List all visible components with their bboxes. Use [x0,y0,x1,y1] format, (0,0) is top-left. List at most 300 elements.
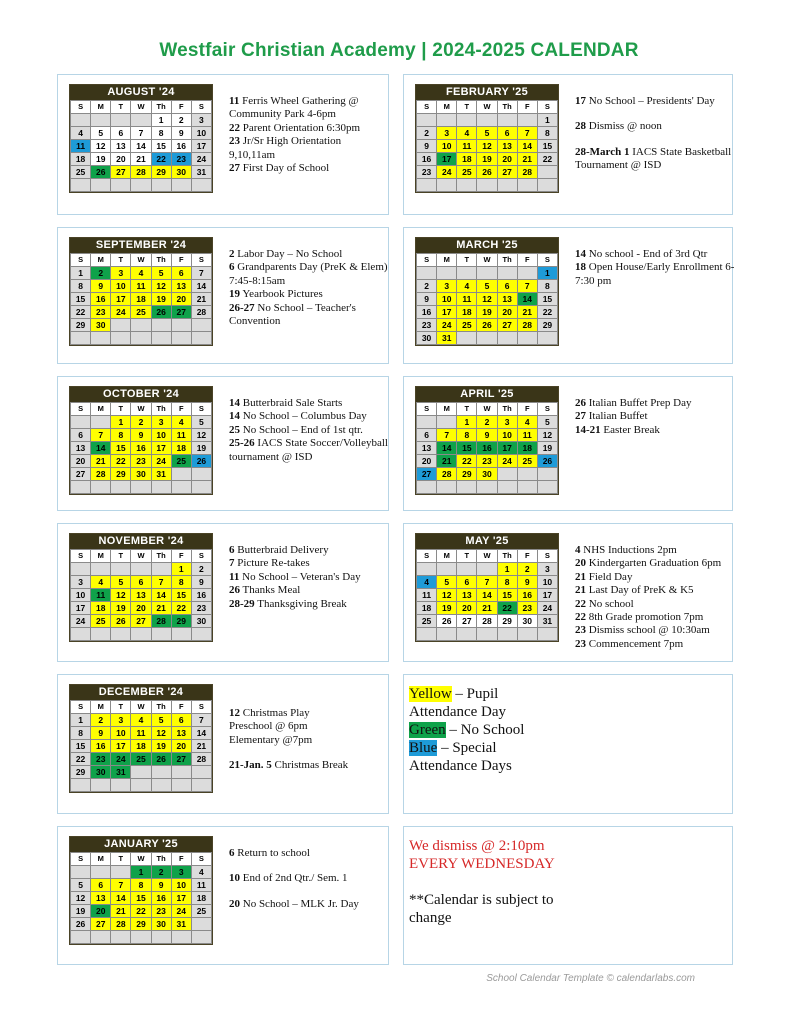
day-cell: 9 [417,140,437,153]
day-cell [417,179,437,192]
month-panel-september [57,227,389,364]
weekday-header: F [171,701,191,714]
day-cell [537,468,557,481]
day-cell: 12 [151,280,171,293]
day-cell: 7 [151,576,171,589]
day-cell: 30 [477,468,497,481]
month-calendar [69,386,213,495]
day-cell: 30 [151,918,171,931]
day-cell: 2 [417,280,437,293]
weekday-header: M [91,254,111,267]
day-cell [517,267,537,280]
day-cell: 18 [191,892,211,905]
day-cell: 15 [497,589,517,602]
weekday-header: S [71,101,91,114]
day-cell: 14 [131,140,151,153]
day-cell: 29 [71,319,91,332]
notes-panel [403,826,733,965]
month-grid [416,402,558,494]
day-cell: 28 [437,468,457,481]
event-date: 14 [229,397,240,409]
day-cell: 23 [517,602,537,615]
day-cell: 1 [111,416,131,429]
month-events [229,248,389,328]
day-cell: 17 [151,442,171,455]
event-text: First Day of School [240,162,330,175]
day-cell: 6 [131,576,151,589]
day-cell: 13 [91,892,111,905]
day-cell [131,114,151,127]
day-cell: 17 [111,293,131,306]
weekday-header: S [537,403,557,416]
event-text: Commencement 7pm [586,637,684,650]
event-text: Thanks Meal [240,584,301,597]
event-text: Dismiss school @ 10:30am [586,624,710,637]
event-text: NHS Inductions 2pm [580,544,677,556]
day-cell: 2 [91,714,111,727]
day-cell: 13 [417,442,437,455]
day-cell: 22 [497,602,517,615]
day-cell: 14 [191,727,211,740]
day-cell: 6 [91,879,111,892]
weekday-header: S [71,853,91,866]
day-cell: 24 [191,153,211,166]
day-cell: 25 [171,455,191,468]
month-events [575,397,735,437]
dismiss-note: We dismiss @ 2:10pm [409,838,545,854]
day-cell: 30 [131,468,151,481]
day-cell [71,179,91,192]
day-cell: 22 [131,905,151,918]
weekday-header: M [91,550,111,563]
weekday-header: M [437,101,457,114]
day-cell [537,166,557,179]
weekday-header: S [71,550,91,563]
event-date: 22 [575,597,586,610]
day-cell: 6 [71,429,91,442]
weekday-header: W [477,550,497,563]
event-text: Picture Re-takes [234,557,310,570]
day-cell: 23 [131,455,151,468]
month-title: OCTOBER '24 [70,387,212,402]
day-cell: 24 [151,455,171,468]
weekday-header: S [191,853,211,866]
event-item [575,261,735,288]
event-date: 26-27 [229,301,255,314]
day-cell: 18 [171,442,191,455]
day-cell: 16 [91,740,111,753]
day-cell: 17 [71,602,91,615]
day-cell: 21 [131,153,151,166]
day-cell [91,114,111,127]
event-date: 23 [229,135,240,148]
subject-to-change-note-2: change [409,910,452,926]
month-grid [70,700,212,792]
month-panel-february [403,74,733,215]
day-cell: 15 [71,293,91,306]
day-cell: 4 [71,127,91,140]
event-text: Kindergarten Graduation 6pm [586,557,722,570]
day-cell: 25 [71,166,91,179]
day-cell: 8 [151,127,171,140]
event-item [575,544,735,557]
day-cell [151,179,171,192]
day-cell [517,628,537,641]
day-cell: 10 [191,127,211,140]
day-cell [457,114,477,127]
event-date: 21 [575,570,586,583]
day-cell: 8 [537,280,557,293]
month-title: MAY '25 [416,534,558,549]
day-cell: 4 [131,267,151,280]
event-item [575,397,735,410]
weekday-header: S [71,254,91,267]
day-cell: 10 [71,589,91,602]
day-cell [457,332,477,345]
event-item [229,397,389,410]
event-item [575,611,735,624]
event-text: Butterbraid Delivery [234,544,329,556]
day-cell: 21 [91,455,111,468]
day-cell: 2 [91,267,111,280]
day-cell: 31 [111,766,131,779]
event-item [229,95,389,122]
day-cell: 14 [517,293,537,306]
day-cell: 15 [537,140,557,153]
day-cell: 25 [131,753,151,766]
weekday-header: Th [497,403,517,416]
day-cell [151,319,171,332]
day-cell: 10 [437,293,457,306]
day-cell [477,481,497,494]
day-cell [71,779,91,792]
day-cell [437,267,457,280]
day-cell [417,267,437,280]
event-date: 27 [229,162,240,175]
day-cell: 21 [517,153,537,166]
day-cell: 16 [517,589,537,602]
day-cell: 23 [151,905,171,918]
day-cell [437,179,457,192]
day-cell: 24 [437,319,457,332]
month-title: MARCH '25 [416,238,558,253]
day-cell: 28 [111,918,131,931]
day-cell: 27 [111,166,131,179]
day-cell: 16 [131,442,151,455]
weekday-header: W [477,403,497,416]
day-cell: 13 [457,589,477,602]
day-cell: 27 [497,319,517,332]
weekday-header: M [437,403,457,416]
day-cell: 27 [497,166,517,179]
day-cell [111,481,131,494]
day-cell: 3 [191,114,211,127]
legend-panel [403,674,733,814]
day-cell: 7 [477,576,497,589]
day-cell: 3 [111,714,131,727]
event-date: 18 [575,261,586,274]
event-text: Easter Break [600,423,660,436]
event-text: Jr/Sr High Orientation 9,10,11am [229,135,342,161]
day-cell [151,931,171,944]
day-cell: 28 [91,468,111,481]
day-cell [151,481,171,494]
day-cell: 8 [171,576,191,589]
event-item [229,162,389,175]
day-cell: 3 [171,866,191,879]
event-item [229,872,389,885]
day-cell: 19 [191,442,211,455]
day-cell: 13 [131,589,151,602]
day-cell: 5 [191,416,211,429]
day-cell: 23 [417,319,437,332]
day-cell: 20 [171,740,191,753]
day-cell: 29 [111,468,131,481]
day-cell [71,114,91,127]
day-cell: 28 [477,615,497,628]
weekday-header: T [457,101,477,114]
month-grid [70,852,212,944]
event-text: Butterbraid Sale Starts [240,397,343,409]
month-calendar [415,84,559,193]
day-cell: 24 [71,615,91,628]
event-date: 14-21 [575,423,601,436]
month-title: DECEMBER '24 [70,685,212,700]
day-cell [111,866,131,879]
month-calendar [69,836,213,945]
day-cell: 21 [191,740,211,753]
event-date: 14 [575,248,586,260]
day-cell: 22 [71,306,91,319]
day-cell: 22 [151,153,171,166]
day-cell: 5 [151,714,171,727]
day-cell: 6 [497,127,517,140]
day-cell: 28 [151,615,171,628]
day-cell: 10 [497,429,517,442]
day-cell: 4 [171,416,191,429]
day-cell: 23 [91,306,111,319]
event-item [575,624,735,637]
month-grid [416,549,558,641]
day-cell: 23 [171,153,191,166]
day-cell: 9 [191,576,211,589]
weekday-header: M [437,550,457,563]
day-cell: 4 [457,127,477,140]
event-text: 8th Grade promotion 7pm [586,611,704,624]
event-item [229,598,389,611]
day-cell: 30 [417,332,437,345]
event-text: Yearbook Pictures [240,288,323,301]
weekday-header: W [477,101,497,114]
event-date: 22 [575,611,586,624]
weekday-header: M [91,853,111,866]
weekday-header: F [171,101,191,114]
month-title: SEPTEMBER '24 [70,238,212,253]
day-cell: 15 [457,442,477,455]
day-cell [517,332,537,345]
day-cell: 4 [91,576,111,589]
month-events [575,544,735,651]
day-cell: 9 [417,293,437,306]
day-cell: 9 [171,127,191,140]
weekday-header: S [191,403,211,416]
day-cell [71,563,91,576]
event-date: 11 [229,570,240,583]
weekday-header: W [131,853,151,866]
day-cell: 21 [517,306,537,319]
event-text: Thanksgiving Break [254,597,347,610]
weekday-header: Th [151,853,171,866]
day-cell: 1 [171,563,191,576]
event-date: 28-29 [229,597,255,610]
day-cell: 24 [497,455,517,468]
day-cell: 28 [131,166,151,179]
day-cell: 4 [517,416,537,429]
day-cell: 29 [171,615,191,628]
weekday-header: S [537,101,557,114]
day-cell: 3 [537,563,557,576]
month-grid [70,402,212,494]
event-item [575,598,735,611]
month-events [575,248,735,288]
day-cell [191,179,211,192]
event-item [229,720,389,733]
day-cell: 4 [457,280,477,293]
day-cell [191,481,211,494]
day-cell: 21 [111,905,131,918]
day-cell: 6 [457,576,477,589]
day-cell: 21 [191,293,211,306]
day-cell: 11 [191,879,211,892]
day-cell [131,931,151,944]
weekday-header: M [91,101,111,114]
weekday-header: T [111,853,131,866]
day-cell [497,468,517,481]
day-cell: 5 [111,576,131,589]
day-cell: 12 [477,140,497,153]
day-cell [111,114,131,127]
event-item [229,135,389,162]
month-calendar [415,237,559,346]
day-cell: 7 [131,127,151,140]
month-events [229,695,389,773]
event-item [229,584,389,597]
day-cell: 15 [171,589,191,602]
day-cell [477,563,497,576]
day-cell: 21 [477,602,497,615]
day-cell: 19 [537,442,557,455]
day-cell: 4 [131,714,151,727]
day-cell [171,481,191,494]
day-cell: 4 [191,866,211,879]
month-panel-march [403,227,733,364]
weekday-header: Th [151,701,171,714]
day-cell: 2 [131,416,151,429]
day-cell [111,779,131,792]
day-cell: 31 [191,166,211,179]
day-cell: 1 [457,416,477,429]
weekday-header: Th [497,101,517,114]
day-cell [537,481,557,494]
day-cell [131,779,151,792]
weekday-header: W [131,403,151,416]
day-cell: 8 [71,727,91,740]
month-panel-may [403,523,733,662]
day-cell: 7 [517,127,537,140]
event-date: 25 [229,423,240,436]
day-cell: 17 [437,153,457,166]
day-cell: 27 [71,468,91,481]
day-cell: 17 [111,740,131,753]
day-cell: 8 [457,429,477,442]
day-cell [517,481,537,494]
day-cell: 24 [111,753,131,766]
event-item [575,120,735,133]
event-item [575,571,735,584]
day-cell: 27 [171,753,191,766]
day-cell: 11 [71,140,91,153]
day-cell: 31 [537,615,557,628]
day-cell [91,332,111,345]
day-cell: 9 [151,879,171,892]
day-cell: 10 [111,727,131,740]
day-cell: 12 [437,589,457,602]
day-cell: 15 [111,442,131,455]
day-cell: 23 [191,602,211,615]
day-cell: 18 [517,442,537,455]
day-cell: 22 [537,306,557,319]
weekday-header: T [457,403,477,416]
day-cell: 9 [477,429,497,442]
event-text: Christmas Break [271,759,349,772]
day-cell: 22 [537,153,557,166]
event-date: 28 [575,120,586,133]
event-date: 12 [229,707,240,719]
day-cell: 6 [171,714,191,727]
day-cell: 26 [477,319,497,332]
day-cell: 15 [71,740,91,753]
event-item [229,847,389,860]
event-text: Elementary @7pm [229,733,313,746]
day-cell: 3 [151,416,171,429]
weekday-header: W [131,254,151,267]
weekday-header: T [111,701,131,714]
month-panel-january [57,826,389,965]
event-text: Return to school [234,847,310,859]
day-cell: 1 [71,714,91,727]
day-cell: 16 [91,293,111,306]
day-cell: 7 [91,429,111,442]
day-cell: 26 [151,306,171,319]
day-cell: 7 [191,267,211,280]
day-cell: 16 [191,589,211,602]
day-cell: 8 [71,280,91,293]
day-cell [497,481,517,494]
month-panel-april [403,376,733,511]
event-item [229,261,389,288]
legend-blue-text: – Special [437,740,497,756]
day-cell [151,766,171,779]
day-cell: 10 [537,576,557,589]
day-cell [91,931,111,944]
day-cell: 12 [191,429,211,442]
day-cell [91,481,111,494]
day-cell [91,179,111,192]
legend [409,685,524,775]
day-cell [417,481,437,494]
day-cell: 12 [91,140,111,153]
weekday-header: M [91,403,111,416]
